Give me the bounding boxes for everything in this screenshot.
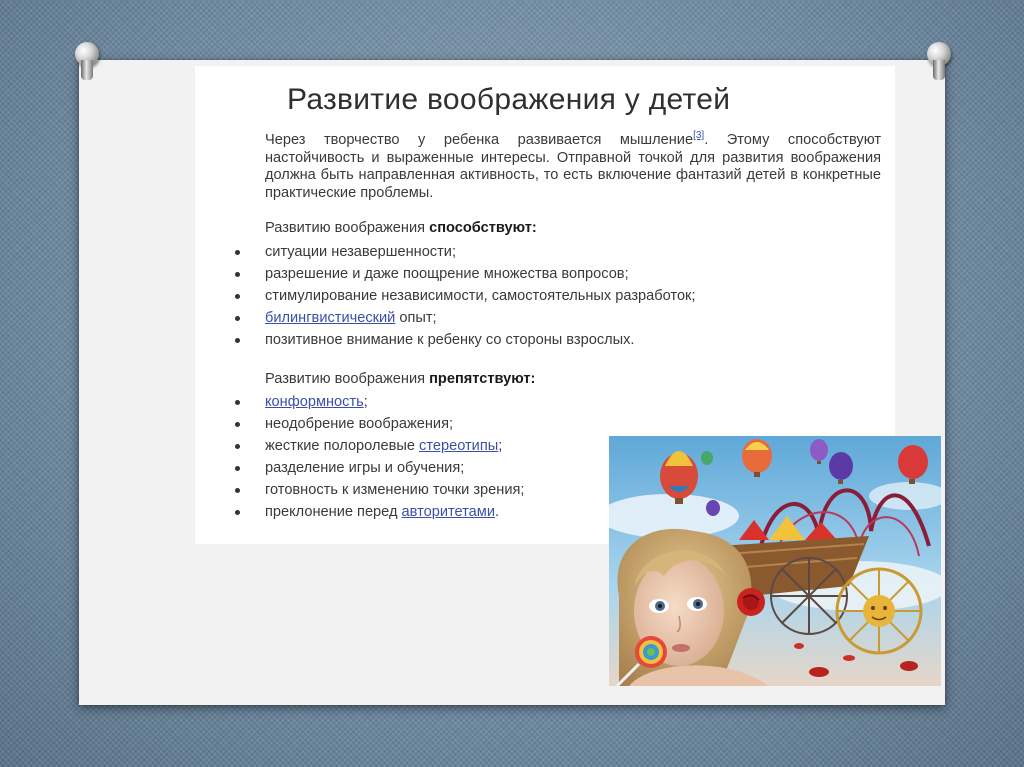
stereotypes-link[interactable]: стереотипы	[419, 438, 499, 454]
bullet-icon	[235, 488, 240, 493]
page-title: Развитие воображения у детей	[287, 83, 731, 116]
citation-link[interactable]: [3]	[693, 130, 705, 142]
promote-list	[231, 241, 696, 351]
pushpin-icon	[72, 42, 102, 82]
bullet-icon	[235, 316, 240, 321]
list-item	[231, 413, 524, 435]
list-item	[231, 307, 696, 329]
hinder-label-text: Развитию воображения	[265, 371, 430, 387]
list-item	[231, 391, 524, 413]
fantasy-child-illustration	[609, 436, 941, 686]
list-item	[231, 435, 524, 457]
hinder-list	[231, 391, 524, 523]
intro-text-rest: . Этому способствуют настойчивость и выраженные интересы. Отправной точкой для развития воображения должна быть направленная активность, то есть включение фантазий детей в конкретные практические проблемы.	[265, 132, 882, 201]
list-item-text: жесткие полоролевые	[265, 438, 420, 454]
list-item	[231, 501, 524, 523]
list-item-text: готовность к изменению точки зрения;	[265, 482, 525, 498]
list-item-text: стимулирование независимости, самостоятельных разработок;	[265, 288, 696, 304]
pushpin-icon	[924, 42, 954, 82]
list-item	[231, 457, 524, 479]
bullet-icon	[235, 444, 240, 449]
list-item-text-end: .	[494, 504, 500, 520]
list-item-text: позитивное внимание к ребенку со стороны взрослых.	[265, 332, 635, 348]
promote-label-bold: способствуют:	[429, 220, 537, 236]
bullet-icon	[235, 466, 240, 471]
list-item-text: опыт;	[395, 310, 437, 326]
list-item-text: преклонение перед	[265, 504, 402, 520]
list-item-text: разрешение и даже поощрение множества вопросов;	[265, 266, 629, 282]
list-item	[231, 241, 696, 263]
rose-icon	[737, 588, 765, 616]
list-item-text: разделение игры и обучения;	[265, 460, 465, 476]
bullet-icon	[235, 422, 240, 427]
list-item-text: ;	[363, 394, 368, 410]
promote-label-text: Развитию воображения	[265, 220, 430, 236]
list-item	[231, 263, 696, 285]
authorities-link[interactable]: авторитетами	[401, 504, 495, 520]
bullet-icon	[235, 272, 240, 277]
hinder-label	[265, 371, 535, 387]
list-item	[231, 285, 696, 307]
bullet-icon	[235, 510, 240, 515]
bullet-icon	[235, 400, 240, 405]
list-item-text: ситуации незавершенности;	[265, 244, 456, 260]
bullet-icon	[235, 250, 240, 255]
promote-label	[265, 220, 537, 236]
list-item-text: неодобрение воображения;	[265, 416, 454, 432]
bullet-icon	[235, 338, 240, 343]
intro-paragraph	[265, 132, 881, 202]
conformity-link[interactable]: конформность	[265, 394, 364, 410]
hinder-label-bold: препятствуют:	[429, 371, 536, 387]
intro-text: Через творчество у ребенка развивается мышление	[265, 132, 694, 148]
list-item	[231, 329, 696, 351]
bilingual-link[interactable]: билингвистический	[265, 310, 396, 326]
list-item	[231, 479, 524, 501]
list-item-text-end: ;	[498, 438, 503, 454]
bullet-icon	[235, 294, 240, 299]
